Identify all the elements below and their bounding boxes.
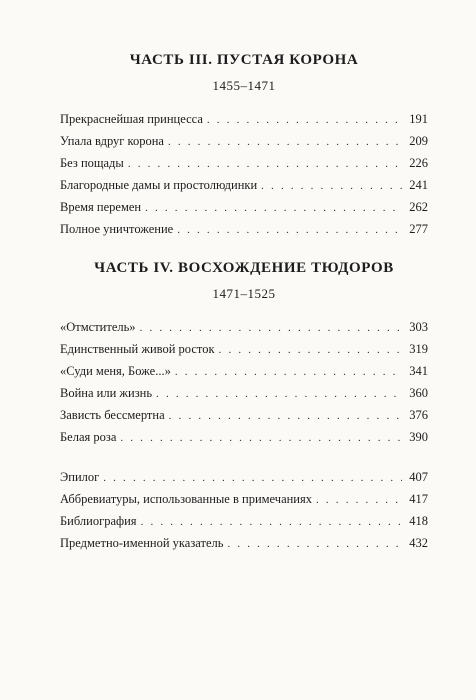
toc-entry-page: 226	[409, 156, 428, 170]
toc-entry-page: 360	[409, 386, 428, 400]
dot-leader	[175, 361, 402, 383]
toc-entry-page: 303	[409, 320, 428, 334]
dot-leader	[316, 489, 402, 511]
toc-entry[interactable]	[60, 510, 428, 532]
toc-entry[interactable]	[60, 404, 428, 426]
toc-entry-page: 341	[409, 364, 428, 378]
toc-entry[interactable]	[60, 218, 428, 240]
toc-entry-title: Аббревиатуры, использованные в примечаниях	[60, 492, 312, 506]
toc-entry-title: Время перемен	[60, 200, 142, 214]
toc-entry-title: «Отмститель»	[60, 320, 136, 334]
toc-entry-page: 241	[409, 178, 428, 192]
dot-leader	[168, 131, 402, 153]
toc-entry-page: 407	[409, 470, 428, 484]
toc-entry-page: 376	[409, 408, 428, 422]
dot-leader	[145, 197, 402, 219]
toc-list	[60, 316, 428, 448]
part-title: ЧАСТЬ III. ПУСТАЯ КОРОНА	[129, 52, 359, 68]
toc-entry[interactable]	[60, 426, 428, 448]
toc-entry[interactable]	[60, 382, 428, 404]
back-matter-section	[60, 466, 428, 554]
toc-entry[interactable]	[60, 360, 428, 382]
toc-entry-title: Благородные дамы и простолюдинки	[60, 178, 258, 192]
toc-entry-page: 319	[409, 342, 428, 356]
toc-entry-page: 417	[409, 492, 428, 506]
toc-entry[interactable]	[60, 108, 428, 130]
toc-entry-page: 390	[409, 430, 428, 444]
toc-entry-title: Без пощады	[60, 156, 124, 170]
toc-entry-title: Полное уничтожение	[60, 222, 174, 236]
toc-entry[interactable]	[60, 174, 428, 196]
toc-entry-page: 432	[409, 536, 428, 550]
toc-entry-title: Эпилог	[60, 470, 100, 484]
toc-entry-page: 418	[409, 514, 428, 528]
toc-list	[60, 466, 428, 554]
toc-entry-page: 277	[409, 222, 428, 236]
dot-leader	[141, 511, 402, 533]
toc-entry[interactable]	[60, 130, 428, 152]
toc-entry-title: Библиография	[60, 514, 137, 528]
toc-entry[interactable]	[60, 532, 428, 554]
toc-entry-title: Упала вдруг корона	[60, 134, 164, 148]
part-4-section	[60, 258, 428, 448]
dot-leader	[261, 175, 402, 197]
toc-entry-page: 209	[409, 134, 428, 148]
dot-leader	[140, 317, 402, 339]
part-3-section	[60, 50, 428, 240]
toc-entry[interactable]	[60, 488, 428, 510]
dot-leader	[219, 339, 402, 361]
dot-leader	[128, 153, 402, 175]
toc-list	[60, 108, 428, 240]
part-years: 1455–1471	[212, 78, 276, 93]
toc-entry-page: 262	[409, 200, 428, 214]
toc-entry[interactable]	[60, 152, 428, 174]
dot-leader	[103, 467, 402, 489]
dot-leader	[177, 219, 402, 241]
toc-entry-title: Зависть бессмертна	[60, 408, 165, 422]
dot-leader	[207, 109, 402, 131]
part-years: 1471–1525	[212, 286, 276, 301]
toc-entry-page: 191	[409, 112, 428, 126]
part-title: ЧАСТЬ IV. ВОСХОЖДЕНИЕ ТЮДОРОВ	[94, 260, 394, 276]
dot-leader	[227, 533, 402, 555]
toc-entry[interactable]	[60, 316, 428, 338]
toc-entry-title: Единственный живой росток	[60, 342, 215, 356]
toc-entry-title: Белая роза	[60, 430, 117, 444]
toc-entry-title: Прекраснейшая принцесса	[60, 112, 203, 126]
toc-entry-title: Предметно-именной указатель	[60, 536, 224, 550]
dot-leader	[156, 383, 402, 405]
toc-entry-title: «Суди меня, Боже...»	[60, 364, 171, 378]
toc-entry[interactable]	[60, 466, 428, 488]
dot-leader	[120, 427, 402, 449]
dot-leader	[169, 405, 402, 427]
toc-entry[interactable]	[60, 196, 428, 218]
toc-entry[interactable]	[60, 338, 428, 360]
toc-entry-title: Война или жизнь	[60, 386, 153, 400]
